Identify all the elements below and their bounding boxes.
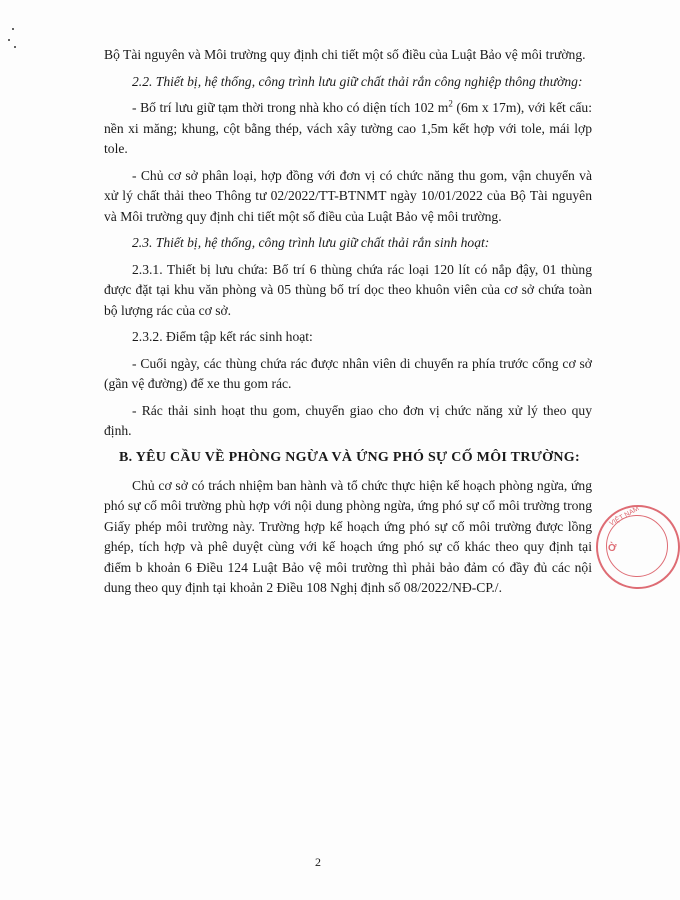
p1-part-a: - Bố trí lưu giữ tạm thời trong nhà kho có diện tích 102 m bbox=[132, 100, 449, 115]
red-stamp-seal bbox=[596, 505, 680, 589]
section-b-heading: B. YÊU CẦU VỀ PHÒNG NGỪA VÀ ỨNG PHÓ SỰ CỐ MÔI TRƯỜNG: bbox=[119, 449, 580, 465]
document-body bbox=[104, 45, 592, 605]
paragraph-end-of-day: - Cuối ngày, các thùng chứa rác được nhân viên di chuyển ra phía trước cổng cơ sở (gần vệ đường) để xe thu gom rác. bbox=[104, 355, 592, 391]
stamp-text-top: VIỆT NAM bbox=[608, 505, 641, 528]
paragraph-domestic-waste: - Rác thải sinh hoạt thu gom, chuyển giao cho đơn vị chức năng xử lý theo quy định. bbox=[104, 402, 592, 438]
stamp-text-side: Ờ bbox=[608, 543, 617, 554]
section-2-2-title: 2.2. Thiết bị, hệ thống, công trình lưu giữ chất thải rắn công nghiệp thông thường: bbox=[132, 73, 583, 89]
paragraph-collection-point: 2.3.2. Điểm tập kết rác sinh hoạt: bbox=[132, 329, 313, 344]
paragraph-waste-contract: - Chủ cơ sở phân loại, hợp đồng với đơn vị có chức năng thu gom, vận chuyển và xử lý chất thải theo Thông tư 02/2022/TT-BTNMT ngày 10/01/2022 của Bộ Tài nguyên và Môi trường quy định chi tiết một số điều của Luật Bảo vệ môi trường. bbox=[104, 167, 592, 224]
p1-part-b: (6m x 17m), với kết cấu: nền xi măng; khung, cột bằng thép, vách xây tường cao 1,5m kết hợp với tole, mái lợp tole. bbox=[104, 100, 592, 156]
paragraph-storage-equipment: 2.3.1. Thiết bị lưu chứa: Bố trí 6 thùng chứa rác loại 120 lít có nắp đậy, 01 thùng được đặt tại khu văn phòng và 05 thùng bố trí dọc theo khuôn viên của cơ sở chứa toàn bộ lượng rác của cơ sở. bbox=[104, 261, 592, 318]
section-2-3-title: 2.3. Thiết bị, hệ thống, công trình lưu giữ chất thải rắn sinh hoạt: bbox=[132, 235, 490, 250]
top-line: Bộ Tài nguyên và Môi trường quy định chi tiết một số điều của Luật Bảo vệ môi trường. bbox=[104, 47, 586, 62]
paragraph-incident-response: Chủ cơ sở có trách nhiệm ban hành và tổ chức thực hiện kế hoạch phòng ngừa, ứng phó sự cố môi trường phù hợp với nội dung phòng ngừa, ứng phó sự cố môi trường trong Giấy phép môi trường này. Trường hợp kế hoạch ứng phó sự cố môi trường được lồng ghép, tích hợp và phê duyệt cùng với kế hoạch ứng phó sự cố khác theo quy định tại điểm b khoản 6 Điều 124 Luật Bảo vệ môi trường thì phải bảo đảm có đầy đủ các nội dung theo quy định tại khoản 2 Điều 108 Nghị định số 08/2022/NĐ-CP./. bbox=[104, 477, 592, 595]
paragraph-storage-warehouse bbox=[104, 98, 592, 160]
p1-superscript: 2 bbox=[448, 98, 453, 109]
page-number: 2 bbox=[315, 855, 321, 869]
